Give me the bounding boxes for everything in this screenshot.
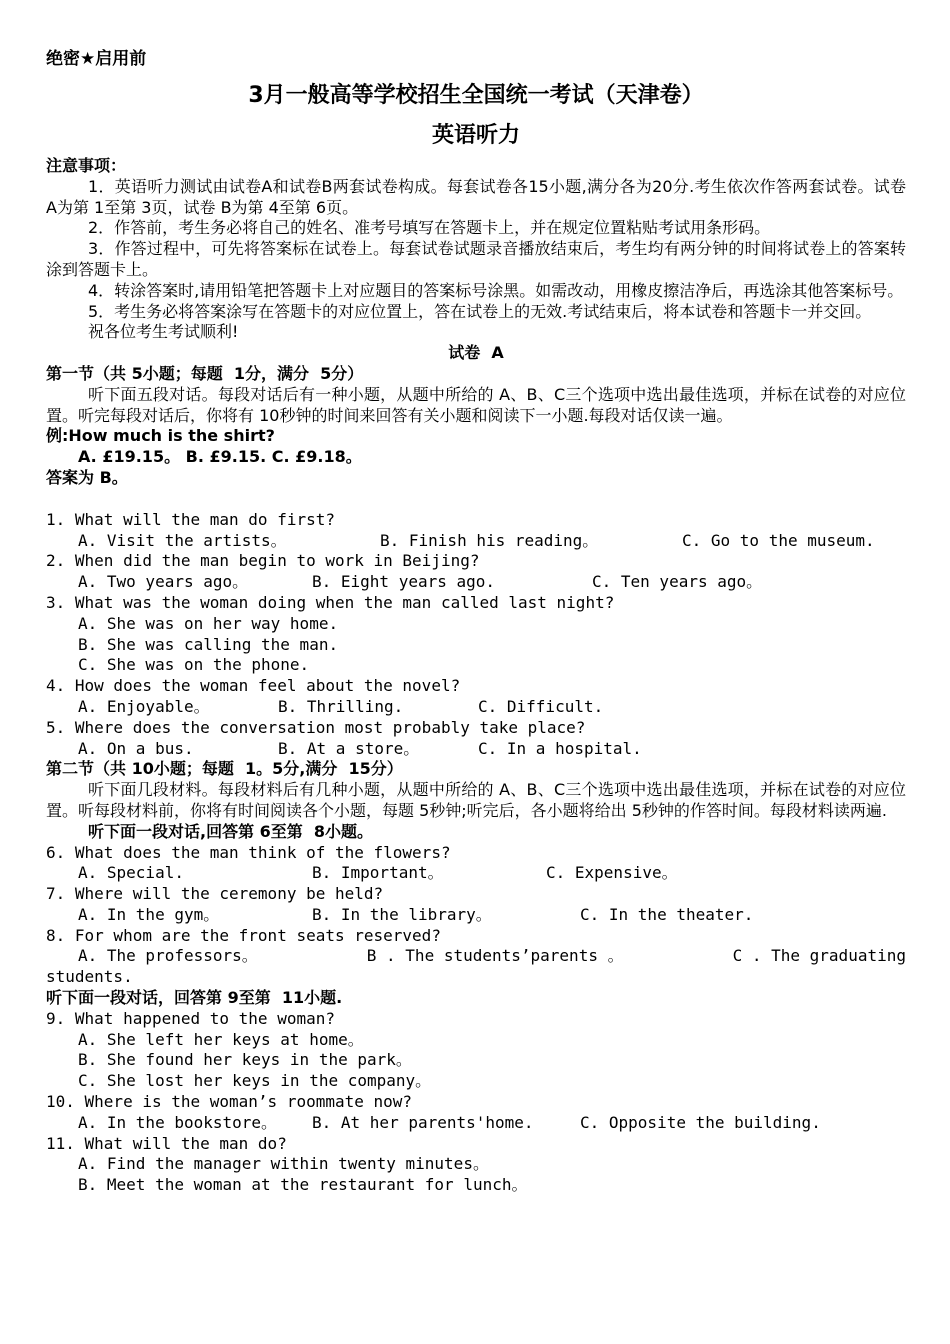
option-a: A. On a bus. (78, 738, 194, 758)
note-item: 4．转涂答案时,请用铅笔把答题卡上对应题目的答案标号涂黑。如需改动，用橡皮擦洁净后，再选涂其他答案标号。 (88, 280, 904, 300)
question-7: 7. Where will the ceremony be held? (46, 884, 384, 904)
paper-label: 试卷 A (448, 343, 504, 363)
page-subtitle: 英语听力 (431, 123, 520, 148)
option-c: C. Difficult. (478, 696, 604, 716)
option-b: B. She found her keys in the park。 (78, 1050, 412, 1070)
option-a: A. In the bookstore。 (78, 1112, 278, 1132)
section1-instruction: 听下面五段对话。每段对话后有一种小题，从题中所给的 A、B、C三个选项中选出最佳选项，并标在试卷的对应位置。听完每段对话后，你将有 10秒钟的时间来回答有关小题和阅读下一小题.每段对话仅读一遍。 (46, 384, 906, 425)
exam-wish: 祝各位考生考试顺利! (88, 322, 239, 342)
option-c: C. She lost her keys in the company。 (78, 1071, 432, 1091)
question-4: 4. How does the woman feel about the novel? (46, 676, 461, 696)
note-item: 3．作答过程中，可先将答案标在试卷上。每套试卷试题录音播放结束后，考生均有两分钟的时间将试卷上的答案转涂到答题卡上。 (46, 239, 906, 279)
option-c: C. Go to the museum. (682, 530, 875, 550)
question-9: 9. What happened to the woman? (46, 1008, 335, 1028)
option-a: A. She was on her way home. (78, 613, 339, 633)
question-10: 10. Where is the woman’s roommate now? (46, 1092, 413, 1112)
note-item: 1．英语听力测试由试卷A和试卷B两套试卷构成。每套试卷各15小题,满分各为20分.考生依次作答两套试卷。试卷 A为第 1至第 3页，试卷 B为第 4至第 6页。 (46, 176, 906, 217)
question-8-options (46, 946, 906, 967)
option-b: B . The students’parents 。 (366, 946, 624, 966)
example-question: 例:How much is the shirt? (46, 426, 275, 446)
question-7-options (46, 905, 906, 926)
option-c: C. She was on the phone. (78, 655, 310, 675)
option-a: A. In the gym。 (78, 904, 220, 924)
option-c: C. In the theater. (580, 904, 754, 924)
option-b: B. Important。 (312, 863, 444, 883)
note-item: 2．作答前，考生务必将自己的姓名、准考号填写在答题卡上，并在规定位置粘贴考试用条形码。 (88, 218, 771, 238)
example-options: A. £19.15。 B. £9.15. C. £9.18。 (78, 447, 362, 467)
note-item: 5．考生务必将答案涂写在答题卡的对应位置上，答在试卷上的无效.考试结束后，将本试卷和答题卡一并交回。 (88, 301, 872, 321)
option-c: C. Ten years ago。 (592, 572, 763, 592)
option-b: B. At her parents'home. (312, 1112, 534, 1132)
question-8: 8. For whom are the front seats reserved? (46, 925, 441, 945)
section1-heading: 第一节（共 5小题；每题 1分，满分 5分） (46, 363, 364, 383)
option-b: B. Finish his reading。 (380, 530, 599, 550)
option-c: C. In a hospital. (478, 738, 642, 758)
question-10-options (46, 1113, 906, 1134)
option-a: A. Enjoyable。 (78, 696, 210, 716)
option-b: B. Eight years ago. (312, 572, 496, 592)
section2-heading: 第二节（共 10小题；每题 1。5分,满分 15分） (46, 759, 403, 779)
exam-page (46, 48, 906, 1196)
question-1: 1. What will the man do first? (46, 509, 335, 529)
question-4-options (46, 697, 906, 718)
example-answer: 答案为 B。 (46, 467, 128, 487)
question-6-options (46, 863, 906, 884)
option-c: C . The graduating (732, 946, 906, 966)
option-b: B. She was calling the man. (78, 634, 339, 654)
option-b: B. At a store。 (278, 738, 420, 758)
question-3: 3. What was the woman doing when the man called last night? (46, 592, 615, 612)
option-a: A. She left her keys at home。 (78, 1029, 364, 1049)
group-heading: 听下面一段对话，回答第 9至第 11小题. (46, 988, 343, 1008)
option-a: A. Visit the artists。 (78, 530, 287, 550)
option-a: A. Two years ago。 (78, 572, 249, 592)
page-title: 3月一般高等学校招生全国统一考试（天津卷） (248, 83, 704, 108)
question-5-options (46, 739, 906, 760)
question-11: 11. What will the man do? (46, 1133, 287, 1153)
notes-heading: 注意事项： (46, 156, 127, 175)
option-a: A. The professors。 (78, 946, 258, 966)
option-a: A. Find the manager within twenty minutes。 (78, 1154, 489, 1174)
question-2: 2. When did the man begin to work in Beijing? (46, 551, 480, 571)
group-heading: 听下面一段对话,回答第 6至第 8小题。 (88, 821, 374, 841)
option-c: C. Expensive。 (546, 863, 678, 883)
option-b: B. In the library。 (312, 904, 492, 924)
secret-label: 绝密★启用前 (46, 49, 147, 69)
option-b: B. Meet the woman at the restaurant for lunch。 (78, 1175, 528, 1195)
question-2-options (46, 572, 906, 593)
option-b: B. Thrilling. (278, 696, 404, 716)
option-continuation: students. (46, 967, 133, 987)
option-c: C. Opposite the building. (580, 1112, 821, 1132)
question-5: 5. Where does the conversation most probably take place? (46, 717, 586, 737)
section2-instruction: 听下面几段材料。每段材料后有几种小题，从题中所给的 A、B、C三个选项中选出最佳选项，并标在试卷的对应位置。听每段材料前，你将有时间阅读各个小题，每题 5秒钟;听完后，各小题将给出 5秒钟的作答时间。每段材料读两遍. (46, 780, 906, 820)
question-1-options (46, 531, 906, 552)
question-6: 6. What does the man think of the flowers? (46, 842, 451, 862)
option-a: A. Special. (78, 863, 184, 883)
